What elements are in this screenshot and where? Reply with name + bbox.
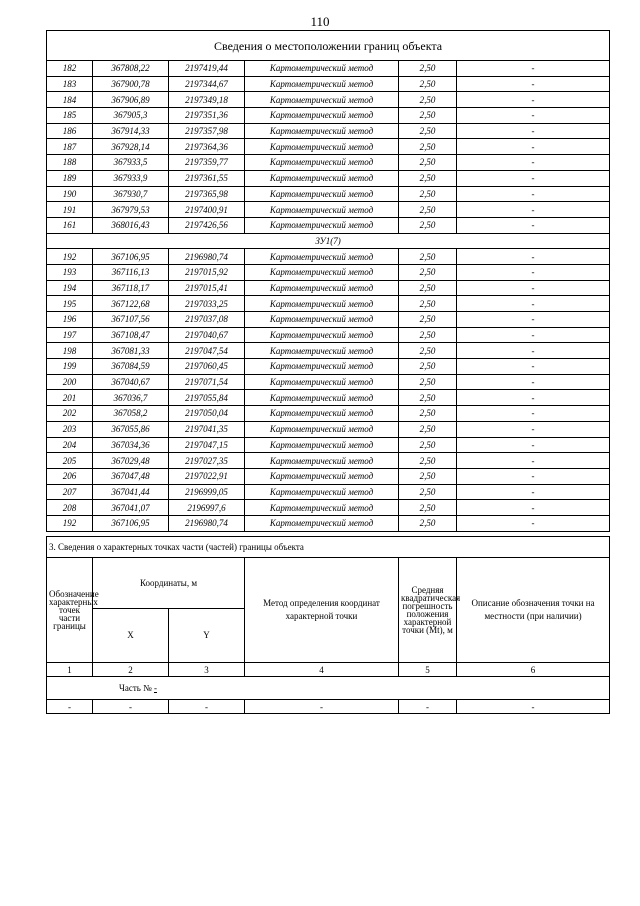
coord-y-cell: 2197027,35 [169,453,245,469]
coord-y-cell: 2197022,91 [169,468,245,484]
accuracy-cell: 2,50 [399,468,457,484]
coord-y-cell: 2197357,98 [169,123,245,139]
point-number-cell: 205 [47,453,93,469]
header-y: Y [169,609,245,663]
accuracy-cell: 2,50 [399,312,457,328]
description-cell: - [457,61,610,77]
coord-y-cell: 2197060,45 [169,359,245,375]
coord-x-cell: 367933,9 [93,170,169,186]
method-cell: Картометрический метод [245,264,399,280]
description-cell: - [457,170,610,186]
point-number-cell: 195 [47,296,93,312]
coord-x-cell: 367047,48 [93,468,169,484]
point-number-cell: 201 [47,390,93,406]
description-cell: - [457,123,610,139]
method-cell: Картометрический метод [245,390,399,406]
coord-x-cell: 368016,43 [93,217,169,233]
coord-x-cell: 367118,17 [93,280,169,296]
table-row [47,76,610,92]
table-row [47,108,610,124]
method-cell: Картометрический метод [245,312,399,328]
coord-y-cell: 2197047,15 [169,437,245,453]
coord-x-cell: 367106,95 [93,249,169,265]
point-number-cell: 208 [47,500,93,516]
table-row [47,92,610,108]
point-number-cell: 187 [47,139,93,155]
coord-y-cell: 2197364,36 [169,139,245,155]
method-cell: Картометрический метод [245,500,399,516]
coord-x-cell: 367108,47 [93,327,169,343]
coord-y-cell: 2197351,36 [169,108,245,124]
coord-x-cell: 367122,68 [93,296,169,312]
method-cell: Картометрический метод [245,217,399,233]
method-cell: Картометрический метод [245,280,399,296]
table-row [47,484,610,500]
method-cell: Картометрический метод [245,139,399,155]
table-row [47,123,610,139]
table-row [47,217,610,233]
coord-y-cell: 2196980,74 [169,249,245,265]
header-x: X [93,609,169,663]
coord-y-cell: 2197361,55 [169,170,245,186]
coord-x-cell: 367081,33 [93,343,169,359]
description-cell: - [457,296,610,312]
table-row [47,202,610,218]
method-cell: Картометрический метод [245,249,399,265]
description-cell: - [457,155,610,171]
accuracy-cell: 2,50 [399,437,457,453]
table-row [47,500,610,516]
method-cell: Картометрический метод [245,468,399,484]
coord-y-cell: 2197037,08 [169,312,245,328]
col-number: 6 [457,663,610,677]
coord-y-cell: 2197426,56 [169,217,245,233]
header-coordinates: Координаты, м [93,558,245,609]
table-row [47,343,610,359]
accuracy-cell: 2,50 [399,327,457,343]
coord-y-cell: 2197419,44 [169,61,245,77]
description-cell: - [457,374,610,390]
table-row [47,280,610,296]
table-row [47,437,610,453]
method-cell: Картометрический метод [245,343,399,359]
description-cell: - [457,515,610,531]
accuracy-cell: 2,50 [399,108,457,124]
point-number-cell: 203 [47,421,93,437]
section3-title: 3. Сведения о характерных точках части (частей) границы объекта [47,537,610,558]
part-label: Часть № [119,683,152,693]
accuracy-cell: 2,50 [399,453,457,469]
coord-x-cell: 367914,33 [93,123,169,139]
accuracy-cell: 2,50 [399,61,457,77]
header-accuracy: Средняя квадратическая погрешность положения характерной точки (Mt), м [399,558,457,663]
point-number-cell: 183 [47,76,93,92]
description-cell: - [457,202,610,218]
description-cell: - [457,280,610,296]
point-number-cell: 186 [47,123,93,139]
point-number-cell: 193 [47,264,93,280]
table-row [47,61,610,77]
description-cell: - [457,217,610,233]
section3-table [46,536,610,714]
coord-x-cell: 367106,95 [93,515,169,531]
table-row [47,249,610,265]
coord-x-cell: 367041,07 [93,500,169,516]
method-cell: Картометрический метод [245,374,399,390]
coord-y-cell: 2196999,05 [169,484,245,500]
method-cell: Картометрический метод [245,296,399,312]
accuracy-cell: 2,50 [399,264,457,280]
method-cell: Картометрический метод [245,421,399,437]
coord-x-cell: 367928,14 [93,139,169,155]
description-cell: - [457,186,610,202]
empty-cell: - [457,700,610,714]
description-cell: - [457,312,610,328]
method-cell: Картометрический метод [245,170,399,186]
empty-cell: - [399,700,457,714]
method-cell: Картометрический метод [245,186,399,202]
table-row [47,186,610,202]
description-cell: - [457,359,610,375]
accuracy-cell: 2,50 [399,155,457,171]
table-row [47,390,610,406]
part-value: - [153,683,157,693]
coord-y-cell: 2197015,92 [169,264,245,280]
accuracy-cell: 2,50 [399,343,457,359]
coord-x-cell: 367107,56 [93,312,169,328]
coord-x-cell: 367029,48 [93,453,169,469]
coord-y-cell: 2197349,18 [169,92,245,108]
point-number-cell: 184 [47,92,93,108]
table-row [47,139,610,155]
description-cell: - [457,343,610,359]
col-number: 1 [47,663,93,677]
coord-y-cell: 2197040,67 [169,327,245,343]
accuracy-cell: 2,50 [399,406,457,422]
description-cell: - [457,390,610,406]
method-cell: Картометрический метод [245,359,399,375]
coord-x-cell: 367034,36 [93,437,169,453]
part-row [47,677,610,700]
description-cell: - [457,453,610,469]
point-number-cell: 197 [47,327,93,343]
coord-x-cell: 367036,7 [93,390,169,406]
subheader-parcel: ЗУ1(7) [47,233,610,249]
col-number: 2 [93,663,169,677]
accuracy-cell: 2,50 [399,500,457,516]
method-cell: Картометрический метод [245,327,399,343]
method-cell: Картометрический метод [245,92,399,108]
point-number-cell: 200 [47,374,93,390]
coord-x-cell: 367906,89 [93,92,169,108]
method-cell: Картометрический метод [245,484,399,500]
accuracy-cell: 2,50 [399,296,457,312]
method-cell: Картометрический метод [245,61,399,77]
coord-y-cell: 2197071,54 [169,374,245,390]
coord-y-cell: 2197050,04 [169,406,245,422]
empty-cell: - [245,700,399,714]
accuracy-cell: 2,50 [399,249,457,265]
description-cell: - [457,249,610,265]
method-cell: Картометрический метод [245,155,399,171]
coord-y-cell: 2197041,35 [169,421,245,437]
method-cell: Картометрический метод [245,76,399,92]
description-cell: - [457,327,610,343]
table-row [47,515,610,531]
coord-y-cell: 2197047,54 [169,343,245,359]
description-cell: - [457,139,610,155]
coord-y-cell: 2196980,74 [169,515,245,531]
point-number-cell: 185 [47,108,93,124]
coord-x-cell: 367808,22 [93,61,169,77]
point-number-cell: 182 [47,61,93,77]
coord-x-cell: 367116,13 [93,264,169,280]
point-number-cell: 199 [47,359,93,375]
method-cell: Картометрический метод [245,437,399,453]
point-number-cell: 196 [47,312,93,328]
table-row [47,406,610,422]
coord-x-cell: 367905,3 [93,108,169,124]
coord-y-cell: 2197344,67 [169,76,245,92]
point-number-cell: 189 [47,170,93,186]
coord-x-cell: 367041,44 [93,484,169,500]
coord-x-cell: 367040,67 [93,374,169,390]
description-cell: - [457,468,610,484]
table-row [47,312,610,328]
coord-x-cell: 367979,53 [93,202,169,218]
accuracy-cell: 2,50 [399,170,457,186]
point-number-cell: 192 [47,249,93,265]
col-number: 3 [169,663,245,677]
accuracy-cell: 2,50 [399,202,457,218]
table-row [47,327,610,343]
section-title: Сведения о местоположении границ объекта [47,31,610,61]
header-description: Описание обозначения точки на местности (при наличии) [457,558,610,663]
accuracy-cell: 2,50 [399,139,457,155]
coord-y-cell: 2196997,6 [169,500,245,516]
col-number: 4 [245,663,399,677]
empty-cell: - [169,700,245,714]
description-cell: - [457,484,610,500]
method-cell: Картометрический метод [245,202,399,218]
point-number-cell: 206 [47,468,93,484]
accuracy-cell: 2,50 [399,186,457,202]
description-cell: - [457,421,610,437]
coord-y-cell: 2197365,98 [169,186,245,202]
point-number-cell: 188 [47,155,93,171]
point-number-cell: 194 [47,280,93,296]
point-number-cell: 202 [47,406,93,422]
description-cell: - [457,92,610,108]
description-cell: - [457,108,610,124]
coord-y-cell: 2197033,25 [169,296,245,312]
boundary-table [46,30,610,532]
table-row [47,453,610,469]
point-number-cell: 191 [47,202,93,218]
coord-x-cell: 367900,78 [93,76,169,92]
accuracy-cell: 2,50 [399,123,457,139]
accuracy-cell: 2,50 [399,515,457,531]
table-row [47,374,610,390]
coord-x-cell: 367084,59 [93,359,169,375]
method-cell: Картометрический метод [245,108,399,124]
accuracy-cell: 2,50 [399,374,457,390]
point-number-cell: 192 [47,515,93,531]
coord-y-cell: 2197400,91 [169,202,245,218]
coord-x-cell: 367933,5 [93,155,169,171]
coord-x-cell: 367058,2 [93,406,169,422]
col-number: 5 [399,663,457,677]
description-cell: - [457,500,610,516]
method-cell: Картометрический метод [245,453,399,469]
accuracy-cell: 2,50 [399,484,457,500]
description-cell: - [457,264,610,280]
accuracy-cell: 2,50 [399,421,457,437]
coord-y-cell: 2197015,41 [169,280,245,296]
table-row [47,264,610,280]
description-cell: - [457,76,610,92]
header-method: Метод определения координат характерной точки [245,558,399,663]
description-cell: - [457,406,610,422]
method-cell: Картометрический метод [245,406,399,422]
accuracy-cell: 2,50 [399,390,457,406]
method-cell: Картометрический метод [245,515,399,531]
point-number-cell: 207 [47,484,93,500]
empty-cell: - [47,700,93,714]
empty-cell: - [93,700,169,714]
accuracy-cell: 2,50 [399,280,457,296]
coord-x-cell: 367055,86 [93,421,169,437]
table-row [47,296,610,312]
accuracy-cell: 2,50 [399,217,457,233]
accuracy-cell: 2,50 [399,76,457,92]
method-cell: Картометрический метод [245,123,399,139]
table-row [47,421,610,437]
description-cell: - [457,437,610,453]
point-number-cell: 198 [47,343,93,359]
point-number-cell: 204 [47,437,93,453]
table-row [47,468,610,484]
coord-y-cell: 2197359,77 [169,155,245,171]
point-number-cell: 161 [47,217,93,233]
table-row [47,359,610,375]
point-number-cell: 190 [47,186,93,202]
accuracy-cell: 2,50 [399,359,457,375]
page-number: 110 [310,14,330,29]
coord-x-cell: 367930,7 [93,186,169,202]
accuracy-cell: 2,50 [399,92,457,108]
table-row [47,155,610,171]
header-point-designation: Обозначение характерных точек части границы [47,558,93,663]
coord-y-cell: 2197055,84 [169,390,245,406]
table-row [47,170,610,186]
